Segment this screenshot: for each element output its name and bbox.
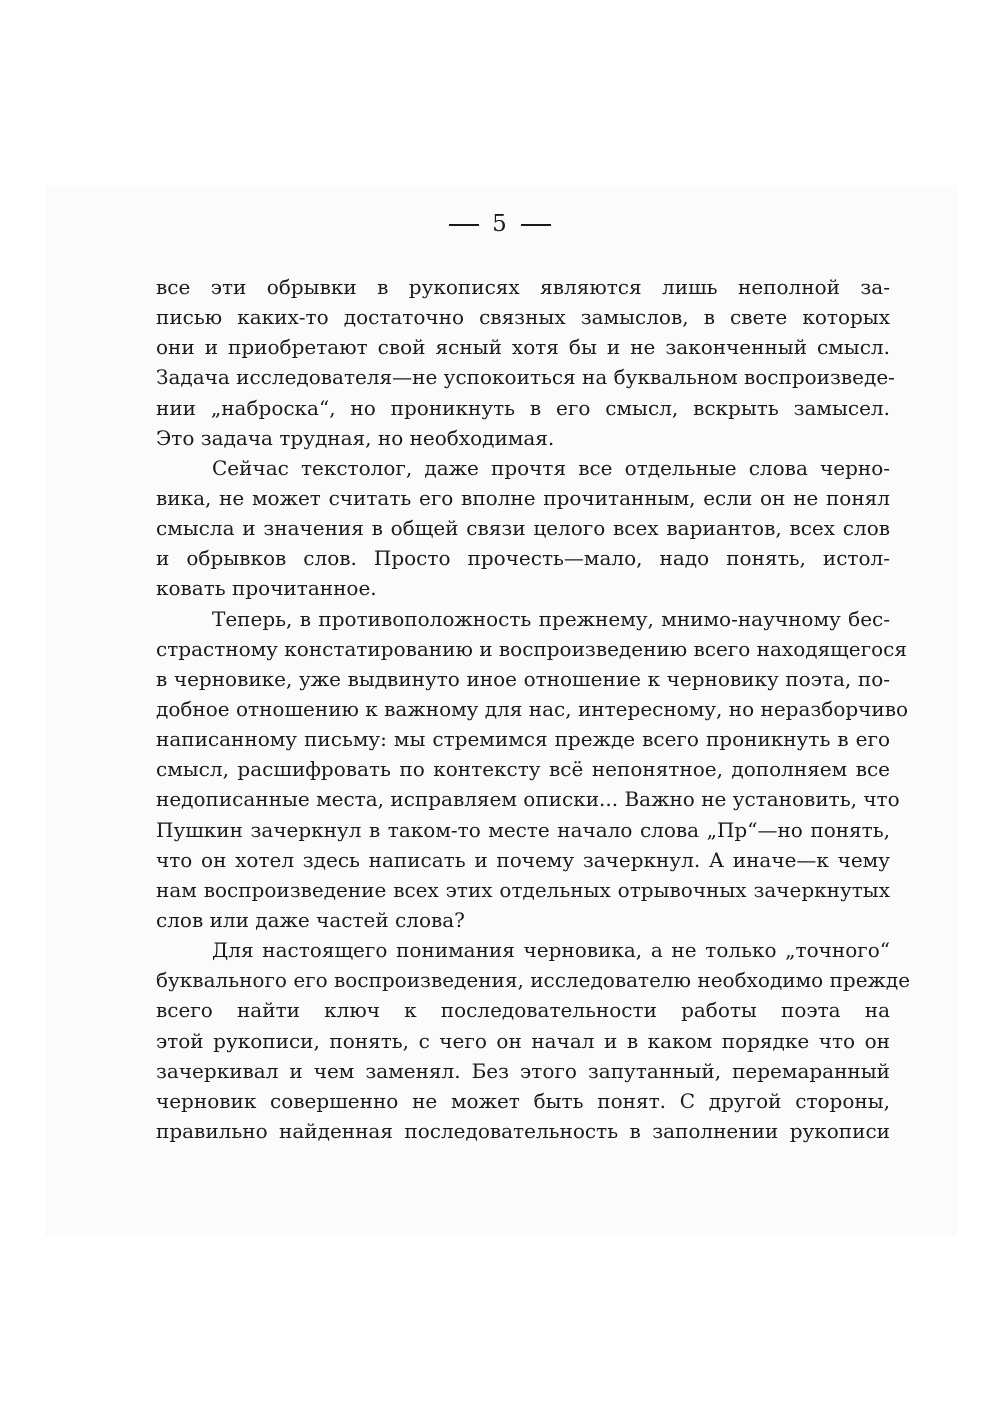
- page-number-header: [0, 208, 1000, 240]
- text-line: Пушкин зачеркнул в таком-то месте начало слова „Пр“—но понять,: [156, 817, 890, 842]
- text-line: написанному письму: мы стремимся прежде всего проникнуть в его: [156, 727, 890, 752]
- right-dash: [521, 224, 551, 226]
- paragraph-1: [156, 272, 895, 453]
- text-line: Сейчас текстолог, даже прочтя все отдельные слова черно-: [212, 455, 890, 480]
- page-number: 5: [492, 211, 508, 237]
- text-line: слов или даже частей слова?: [156, 907, 465, 932]
- text-line: правильно найденная последовательность в заполнении рукописи: [156, 1118, 890, 1143]
- body-text: [156, 272, 911, 1146]
- text-line: и обрывков слов. Просто прочесть—мало, надо понять, истол-: [156, 546, 890, 571]
- paragraph-4: [156, 935, 911, 1146]
- text-line: страстному констатированию и воспроизведению всего находящегося: [156, 636, 907, 661]
- text-line: они и приобретают свой ясный хотя бы и не законченный смысл.: [156, 335, 890, 360]
- text-line: черновик совершенно не может быть понят. С другой стороны,: [156, 1088, 890, 1113]
- text-line: недописанные места, исправляем описки... Важно не установить, что: [156, 787, 900, 812]
- paragraph-3: [156, 604, 909, 936]
- text-line: Для настоящего понимания черновика, а не только „точного“: [212, 938, 890, 963]
- text-line: Задача исследователя—не успокоиться на буквальном воспроизведе-: [156, 365, 895, 390]
- text-line: всего найти ключ к последовательности работы поэта на: [156, 998, 890, 1023]
- paragraph-2: [156, 453, 890, 604]
- text-line: буквального его воспроизведения, исследователю необходимо прежде: [156, 968, 911, 993]
- text-line: писью каких-то достаточно связных замыслов, в свете которых: [156, 305, 890, 330]
- text-line: смысла и значения в общей связи целого всех вариантов, всех слов: [156, 516, 890, 541]
- text-line: все эти обрывки в рукописях являются лишь неполной за-: [156, 275, 890, 299]
- text-line: смысл, расшифровать по контексту всё непонятное, дополняем все: [156, 757, 890, 782]
- text-line: в черновике, уже выдвинуто иное отношение к черновику поэта, по-: [156, 666, 890, 691]
- left-dash: [449, 224, 479, 226]
- text-line: зачеркивал и чем заменял. Без этого запутанный, перемаранный: [156, 1058, 890, 1083]
- text-line: что он хотел здесь написать и почему зачеркнул. А иначе—к чему: [156, 847, 890, 872]
- text-line: нии „наброска“, но проникнуть в его смысл, вскрыть замысел.: [156, 395, 890, 420]
- text-line: этой рукописи, понять, с чего он начал и в каком порядке что он: [156, 1028, 890, 1053]
- text-line: Это задача трудная, но необходимая.: [156, 425, 555, 450]
- text-line: добное отношению к важному для нас, интересному, но неразборчиво: [156, 696, 909, 721]
- text-line: Теперь, в противоположность прежнему, мнимо-научному бес-: [212, 606, 890, 631]
- text-line: вика, не может считать его вполне прочитанным, если он не понял: [156, 485, 890, 510]
- text-line: ковать прочитанное.: [156, 576, 377, 601]
- text-line: нам воспроизведение всех этих отдельных отрывочных зачеркнутых: [156, 877, 890, 902]
